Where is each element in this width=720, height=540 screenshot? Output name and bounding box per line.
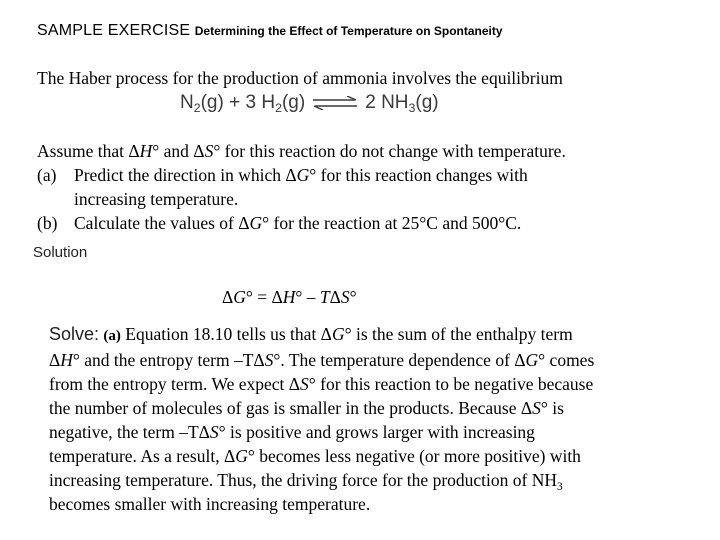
eq-h2: 3 $H_2(g)$ [245,92,306,115]
solve-paragraph [49,322,689,516]
solve-line-7: increasing temperature. Thus, the driving force for the production of $NH_3$ [49,470,563,493]
eq-plus: + [229,92,241,113]
intro-text: The Haber process for the production of ammonia involves the equilibrium [37,68,563,88]
exercise-title: Determining the Effect of Temperature on Spontaneity [194,24,503,38]
solve-line-2: ΔH° and the entropy term –TΔS°. The temperature dependence of ΔG° comes [49,350,595,370]
gibbs-equation: ΔG° = ΔH° – TΔS° [222,287,357,307]
problem-part-b: (b) Calculate the values of ΔG° for the reaction at 25°C and 500°C. [37,213,522,233]
sample-exercise-label: SAMPLE EXERCISE [37,22,191,39]
solve-heading: Solve: [49,324,100,344]
solve-line-1: Solve: (a) Equation 18.10 tells us that ΔG° is the sum of the enthalpy term [49,324,573,344]
problem-part-a: (a) Predict the direction in which ΔG° for this reaction changes with [37,165,528,185]
exercise-header [37,22,503,40]
solution-label: Solution [33,244,88,261]
eq-nh3: 2 $NH_3(g)$ [365,92,439,115]
solve-line-4: the number of molecules of gas is smaller in the products. Because ΔS° is [49,398,564,418]
solve-line-3: from the entropy term. We expect ΔS° for this reaction to be negative because [49,374,594,394]
solve-line-5: negative, the term –TΔS° is positive and grows larger with increasing [49,422,535,442]
eq-n2: $N_2(g)$ [180,92,224,115]
problem-statement [37,139,697,235]
problem-part-a-cont: increasing temperature. [74,189,239,209]
solve-line-6: temperature. As a result, ΔG° becomes less negative (or more positive) with [49,446,581,466]
haber-equation [180,92,439,114]
problem-assumption: Assume that ΔH° and ΔS° for this reaction do not change with temperature. [37,141,566,161]
equilibrium-arrow-icon [311,96,359,110]
solve-line-8: becomes smaller with increasing temperature. [49,494,371,514]
